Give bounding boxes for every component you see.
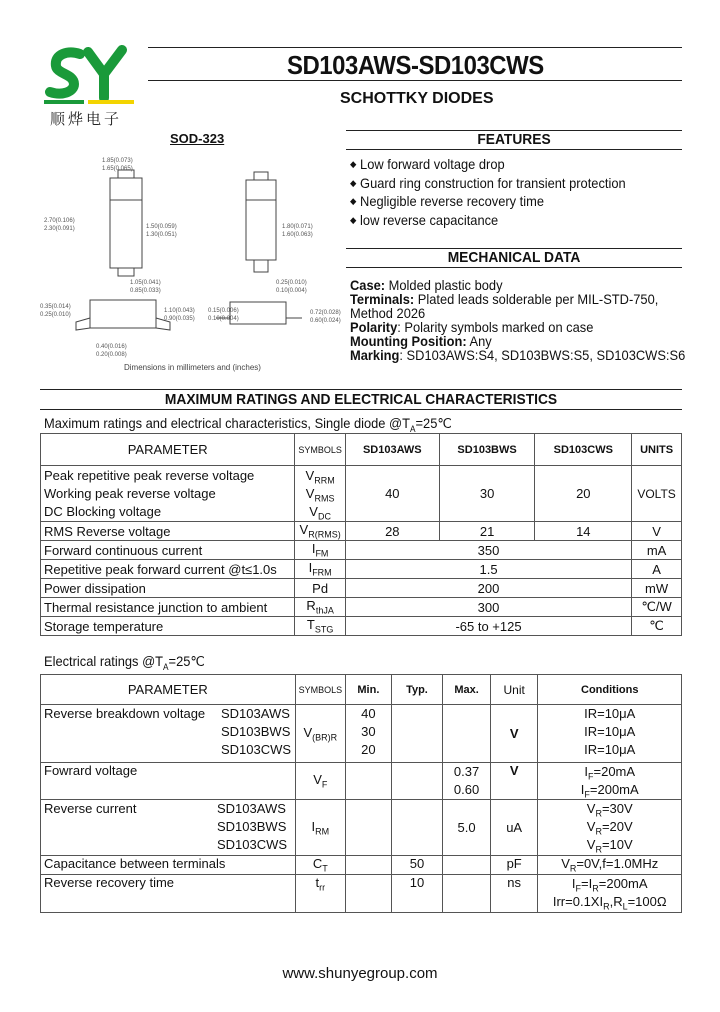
erow-ct-sym: $C_T$ (295, 856, 346, 875)
erow-ir-max: 5.0 (443, 800, 491, 856)
page-subtitle: SCHOTTKY DIODES (340, 90, 494, 107)
row-rth-param: Thermal resistance junction to ambient (41, 598, 295, 617)
erow-ir-cond: $V_R=30V$ $V_R=20V$ $V_R=10V$ (538, 800, 682, 856)
ehdr-parameter: PARAMETER (41, 675, 296, 705)
row-tstg-val: -65 to +125 (345, 617, 631, 636)
row-vrms-param: RMS Reverse voltage (41, 522, 295, 541)
dim-12: 1.60(0.063) (282, 232, 313, 238)
row-pd-param: Power dissipation (41, 579, 295, 598)
row-vrrm-c: 20 (535, 466, 632, 522)
logo-mark (44, 44, 134, 108)
mechanical-title: MECHANICAL DATA (447, 249, 581, 266)
logo-chinese: 顺烨电子 (50, 112, 123, 128)
erow-trr-unit: ns (490, 874, 538, 912)
ratings-note: Maximum ratings and electrical characteristics, Single diode $@T_A=25℃$ (44, 415, 452, 434)
feature-item: ◆ low reverse capacitance (350, 212, 499, 228)
erow-ir-sym: $I_{RM}$ (295, 800, 346, 856)
erow-ct-cond: $V_R=0V,f=1.0MHz$ (538, 856, 682, 875)
dim-18: 0.60(0.024) (310, 318, 341, 324)
erow-trr-cond: $I_F=I_R=200mA$ $Irr=0.1XI_R,R_L=100\Omega$ (538, 874, 682, 912)
row-ifm-val: 350 (345, 541, 631, 560)
erow-ir-unit: uA (490, 800, 538, 856)
row-ifrm-val: 1.5 (345, 560, 631, 579)
erow-vf-max: 0.37 0.60 (443, 763, 491, 800)
row-pd-val: 200 (345, 579, 631, 598)
hdr-parameter: PARAMETER (41, 434, 295, 466)
features-title: FEATURES (477, 131, 551, 148)
row-rth-val: 300 (345, 598, 631, 617)
dim-8: 0.85(0.033) (130, 288, 161, 294)
row-vrrm-sym: $V_{RRM}$ $V_{RMS}$ $V_{DC}$ (295, 466, 346, 522)
mech-marking: Marking: SD103AWS:S4, SD103BWS:S5, SD103CWS:S6 (350, 347, 686, 363)
row-ifrm-param: Repetitive peak forward current @t≤1.0s (41, 560, 295, 579)
package-drawing (40, 150, 340, 380)
erow-bv-sym: $V_{(BR)R}$ (295, 705, 346, 763)
dim-7: 1.05(0.041) (130, 280, 161, 286)
erow-trr-sym: $t_{rr}$ (295, 874, 346, 912)
mech-terminals-2: Method 2026 (350, 305, 426, 321)
dim-1: 1.85(0.073) (102, 158, 133, 164)
erow-vf-min (346, 763, 392, 800)
row-tstg-param: Storage temperature (41, 617, 295, 636)
erow-ir-param: Reverse current SD103AWS SD103BWS SD103CWS (41, 800, 296, 856)
hdr-units: UNITS (632, 434, 682, 466)
dim-6: 1.30(0.051) (146, 232, 177, 238)
erow-bv-min: 40 30 20 (346, 705, 392, 763)
mech-mounting: Mounting Position: Any (350, 333, 492, 349)
row-vrrm-b: 30 (439, 466, 535, 522)
erow-ct-max (443, 856, 491, 875)
dim-19: 1.10(0.043) (164, 308, 195, 314)
row-rth-sym: $R_{thJA}$ (295, 598, 346, 617)
erow-ct-unit: pF (490, 856, 538, 875)
row-ifm-sym: $I_{FM}$ (295, 541, 346, 560)
hdr-b: SD103BWS (439, 434, 535, 466)
row-rth-unit: ℃/W (632, 598, 682, 617)
erow-ir-typ (391, 800, 443, 856)
electrical-note: Electrical ratings $@T_A=25℃$ (44, 653, 205, 672)
package-label: SOD-323 (170, 131, 225, 146)
row-ifm-param: Forward continuous current (41, 541, 295, 560)
row-vrms-unit: V (632, 522, 682, 541)
hdr-c: SD103CWS (535, 434, 632, 466)
erow-bv-cond: IR=10μA IR=10μA IR=10μA (538, 705, 682, 763)
dim-13: 0.25(0.010) (276, 280, 307, 286)
row-tstg-unit: ℃ (632, 617, 682, 636)
row-vrrm-a: 40 (345, 466, 439, 522)
erow-trr-typ: 10 (391, 874, 443, 912)
dim-16: 0.10(0.004) (208, 316, 239, 322)
feature-item: ◆ Low forward voltage drop (350, 156, 505, 172)
feature-item: ◆ Guard ring construction for transient protection (350, 175, 626, 191)
ehdr-typ: Typ. (391, 675, 443, 705)
dim-9: 0.35(0.014) (40, 304, 71, 310)
erow-ir-min (346, 800, 392, 856)
row-vrrm-unit: VOLTS (632, 466, 682, 522)
ratings-table (40, 433, 682, 636)
ehdr-symbols: SYMBOLS (295, 675, 346, 705)
row-pd-unit: mW (632, 579, 682, 598)
erow-trr-max (443, 874, 491, 912)
dim-2: 1.65(0.065) (102, 166, 133, 172)
erow-vf-typ (391, 763, 443, 800)
dim-17: 0.72(0.028) (310, 310, 341, 316)
page-title: SD103AWS-SD103CWS (287, 50, 544, 80)
ehdr-min: Min. (346, 675, 392, 705)
row-ifm-unit: mA (632, 541, 682, 560)
footer-url[interactable]: www.shunyegroup.com (282, 965, 438, 982)
row-pd-sym: Pd (295, 579, 346, 598)
mech-case: Case: Molded plastic body (350, 277, 503, 293)
hdr-a: SD103AWS (345, 434, 439, 466)
dim-4: 2.30(0.091) (44, 226, 75, 232)
dim-10: 0.25(0.010) (40, 312, 71, 318)
erow-trr-min (346, 874, 392, 912)
dim-22: 0.20(0.008) (96, 352, 127, 358)
row-vrrm-param: Peak repetitive peak reverse voltage Working peak reverse voltage DC Blocking voltage (41, 466, 295, 522)
erow-bv-typ (391, 705, 443, 763)
row-ifrm-sym: $I_{FRM}$ (295, 560, 346, 579)
dim-5: 1.50(0.059) (146, 224, 177, 230)
erow-bv-param: Reverse breakdown voltage SD103AWS SD103BWS SD103CWS (41, 705, 296, 763)
row-ifrm-unit: A (632, 560, 682, 579)
dim-3: 2.70(0.106) (44, 218, 75, 224)
ehdr-unit: Unit (490, 675, 538, 705)
mech-polarity: Polarity: Polarity symbols marked on case (350, 319, 594, 335)
erow-ct-param: Capacitance between terminals (41, 856, 296, 875)
hdr-symbols: SYMBOLS (295, 434, 346, 466)
row-vrms-a: 28 (345, 522, 439, 541)
mech-terminals: Terminals: Plated leads solderable per MIL-STD-750, (350, 291, 659, 307)
dim-note: Dimensions in millimeters and (inches) (124, 363, 261, 372)
dim-20: 0.90(0.035) (164, 316, 195, 322)
erow-trr-param: Reverse recovery time (41, 874, 296, 912)
ratings-title: MAXIMUM RATINGS AND ELECTRICAL CHARACTERISTICS (164, 391, 558, 408)
erow-vf-unit: V (490, 763, 538, 800)
erow-vf-sym: $V_F$ (295, 763, 346, 800)
erow-bv-unit: V (490, 705, 538, 763)
erow-bv-max (443, 705, 491, 763)
erow-ct-typ: 50 (391, 856, 443, 875)
feature-item: ◆ Negligible reverse recovery time (350, 193, 545, 209)
logo (44, 44, 134, 134)
row-tstg-sym: $T_{STG}$ (295, 617, 346, 636)
dim-15: 0.15(0.006) (208, 308, 239, 314)
row-vrms-b: 21 (439, 522, 535, 541)
erow-vf-cond: $I_F=20mA$ $I_F=200mA$ (538, 763, 682, 800)
erow-ct-min (346, 856, 392, 875)
ehdr-max: Max. (443, 675, 491, 705)
dim-21: 0.40(0.016) (96, 344, 127, 350)
row-vrms-sym: $V_{R(RMS)}$ (295, 522, 346, 541)
ehdr-cond: Conditions (538, 675, 682, 705)
erow-vf-param: Fowrard voltage (41, 763, 296, 800)
dim-11: 1.80(0.071) (282, 224, 313, 230)
row-vrms-c: 14 (535, 522, 632, 541)
dim-14: 0.10(0.004) (276, 288, 307, 294)
electrical-table (40, 674, 682, 913)
